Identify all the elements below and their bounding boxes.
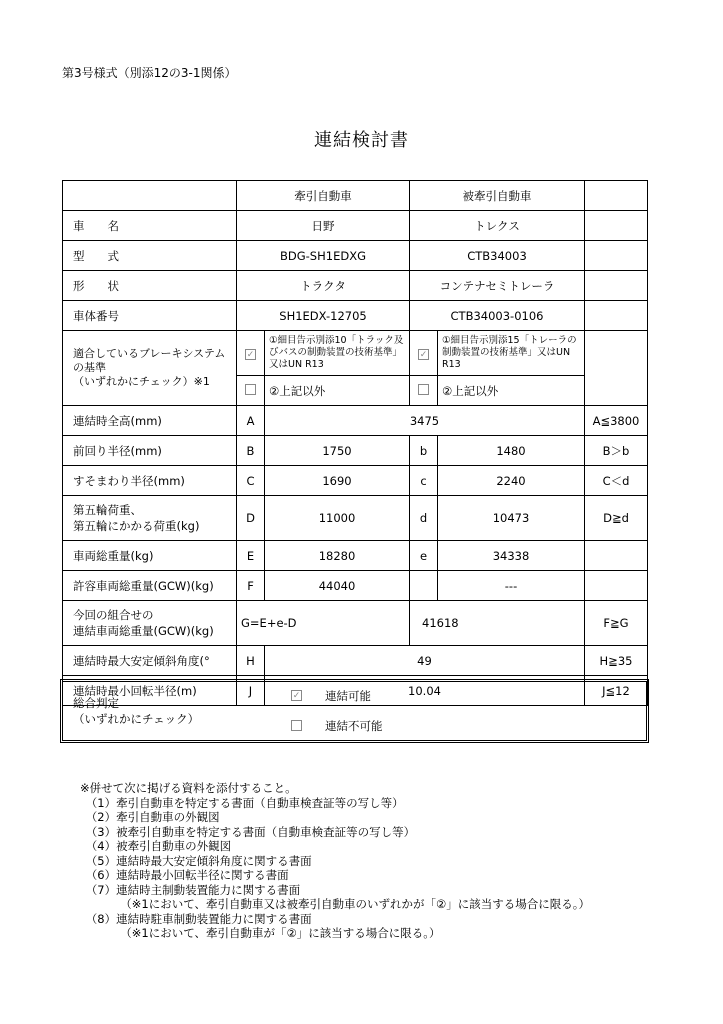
- possible-label: 連結可能: [325, 689, 371, 703]
- gcw-allowed-value: 44040: [265, 571, 410, 601]
- fifth-wheel-condition: D≧d: [585, 496, 648, 541]
- tilt-angle-condition: H≧35: [585, 646, 648, 676]
- table-row: [63, 211, 648, 241]
- gcw-current-value: 41618: [410, 601, 585, 646]
- row-label-shape: 形 状: [63, 271, 237, 301]
- tilt-angle-value: 49: [265, 646, 585, 676]
- table-row: [63, 241, 648, 271]
- fifth-wheel-value2: 10473: [438, 496, 585, 541]
- min-turning-label: 連結時最小回転半径(m): [63, 676, 237, 706]
- tractor-header: 牽引自動車: [237, 181, 410, 211]
- table-row: [63, 496, 648, 541]
- note-line: （4）被牽引自動車の外観図: [80, 839, 232, 853]
- fifth-wheel-symbol: D: [237, 496, 265, 541]
- front-radius-value: 1750: [265, 436, 410, 466]
- rear-swing-symbol2: c: [410, 466, 438, 496]
- trailer-opt1-text: ①細目告示別添15「トレーラの制動装置の技術基準」又はUN R13: [438, 331, 585, 376]
- front-radius-symbol: B: [237, 436, 265, 466]
- note-line: （7）連結時主制動装置能力に関する書面: [80, 882, 301, 897]
- coupling-table: [62, 180, 648, 706]
- rear-swing-condition: C＜d: [585, 466, 648, 496]
- gross-weight-value: 18280: [265, 541, 410, 571]
- trailer-shape: コンテナセミトレーラ: [410, 271, 585, 301]
- possible-checkbox[interactable]: ✓: [292, 691, 301, 701]
- front-radius-value2: 1480: [438, 436, 585, 466]
- table-row: [63, 406, 648, 436]
- min-turning-value: 10.04: [265, 676, 585, 706]
- tractor-vin: SH1EDX-12705: [237, 301, 410, 331]
- row-label-vin: 車体番号: [63, 301, 237, 331]
- tilt-angle-symbol: H: [237, 646, 265, 676]
- front-radius-condition: B＞b: [585, 436, 648, 466]
- gcw-allowed-condition: [585, 571, 648, 601]
- trailer-model: CTB34003: [410, 241, 585, 271]
- table-row: [63, 466, 648, 496]
- overall-height-label: 連結時全高(mm): [63, 406, 237, 436]
- fifth-wheel-value: 11000: [265, 496, 410, 541]
- overall-height-symbol: A: [237, 406, 265, 436]
- tractor-opt1-checkbox[interactable]: ✓: [246, 350, 255, 360]
- trailer-opt2-checkbox[interactable]: [418, 384, 429, 395]
- note-line: ※併せて次に掲げる資料を添付すること。: [80, 781, 297, 795]
- tractor-maker: 日野: [237, 211, 410, 241]
- form-number: 第3号様式（別添12の3-1関係）: [62, 66, 237, 80]
- note-line: （※1において、牽引自動車が「②」に該当する場合に限る。）: [80, 926, 441, 940]
- table-row: [63, 271, 648, 301]
- note-line: （6）連結時最小回転半径に関する書面: [80, 868, 289, 882]
- rear-swing-label: すそまわり半径(mm): [63, 466, 237, 496]
- tractor-opt1-text: ①細目告示別添10「トラック及びバスの制動装置の技術基準」又はUN R13: [265, 331, 410, 376]
- note-line: （1）牽引自動車を特定する書面（自動車検査証等の写し等）: [80, 795, 404, 810]
- table-row: [63, 646, 648, 676]
- tilt-angle-label: 連結時最大安定傾斜角度(°: [63, 646, 237, 676]
- note-line: （5）連結時最大安定傾斜角度に関する書面: [80, 853, 312, 868]
- row-label-maker: 車 名: [63, 211, 237, 241]
- row-label-model: 型 式: [63, 241, 237, 271]
- impossible-label: 連結不可能: [325, 719, 383, 733]
- tractor-model: BDG-SH1EDXG: [237, 241, 410, 271]
- note-line: （3）被牽引自動車を特定する書面（自動車検査証等の写し等）: [80, 824, 416, 839]
- brake-row-1: [63, 331, 648, 376]
- note-line: （2）牽引自動車の外観図: [80, 810, 220, 824]
- overall-height-condition: A≦3800: [585, 406, 648, 436]
- min-turning-condition: J≦12: [585, 676, 648, 706]
- front-radius-symbol2: b: [410, 436, 438, 466]
- gross-weight-label: 車両総重量(kg): [63, 541, 237, 571]
- gross-weight-symbol: E: [237, 541, 265, 571]
- table-row: [63, 601, 648, 646]
- gcw-allowed-label: 許容車両総重量(GCW)(kg): [63, 571, 237, 601]
- brake-label: 適合しているブレーキシステムの基準 （いずれかにチェック）※1: [63, 331, 237, 406]
- gross-weight-value2: 34338: [438, 541, 585, 571]
- gcw-current-label: 今回の組合せの 連結車両総重量(GCW)(kg): [63, 601, 237, 646]
- table-row: [63, 301, 648, 331]
- front-radius-label: 前回り半径(mm): [63, 436, 237, 466]
- table-row: [63, 541, 648, 571]
- note-line: （※1において、牽引自動車又は被牽引自動車のいずれかが「②」に該当する場合に限る。）: [80, 897, 591, 911]
- table-header-row: [63, 181, 648, 211]
- trailer-vin: CTB34003-0106: [410, 301, 585, 331]
- table-row: [63, 571, 648, 601]
- fifth-wheel-label: 第五輪荷重、 第五輪にかかる荷重(kg): [63, 496, 237, 541]
- gcw-current-condition: F≧G: [585, 601, 648, 646]
- judgement-label: 総合判定 （いずれかにチェック）: [73, 696, 200, 726]
- trailer-header: 被牽引自動車: [410, 181, 585, 211]
- rear-swing-value: 1690: [265, 466, 410, 496]
- table-row: [63, 436, 648, 466]
- tractor-opt2-text: ②上記以外: [265, 376, 410, 406]
- trailer-maker: トレクス: [410, 211, 585, 241]
- tractor-shape: トラクタ: [237, 271, 410, 301]
- page-title: 連結検討書: [314, 130, 409, 151]
- rear-swing-value2: 2240: [438, 466, 585, 496]
- gcw-current-symbol: G=E+e-D: [237, 601, 410, 646]
- trailer-opt1-checkbox[interactable]: ✓: [419, 350, 428, 360]
- overall-judgement-box: [62, 681, 647, 741]
- trailer-opt2-text: ②上記以外: [438, 376, 585, 406]
- note-line: （8）連結時駐車制動装置能力に関する書面: [80, 911, 312, 926]
- fifth-wheel-symbol2: d: [410, 496, 438, 541]
- attachment-notes: [80, 781, 590, 941]
- impossible-checkbox[interactable]: [291, 720, 302, 731]
- gross-weight-symbol2: e: [410, 541, 438, 571]
- gcw-allowed-value2: ---: [438, 571, 585, 601]
- gcw-allowed-symbol: F: [237, 571, 265, 601]
- tractor-opt2-checkbox[interactable]: [245, 384, 256, 395]
- gross-weight-condition: [585, 541, 648, 571]
- overall-height-value: 3475: [265, 406, 585, 436]
- rear-swing-symbol: C: [237, 466, 265, 496]
- min-turning-symbol: J: [237, 676, 265, 706]
